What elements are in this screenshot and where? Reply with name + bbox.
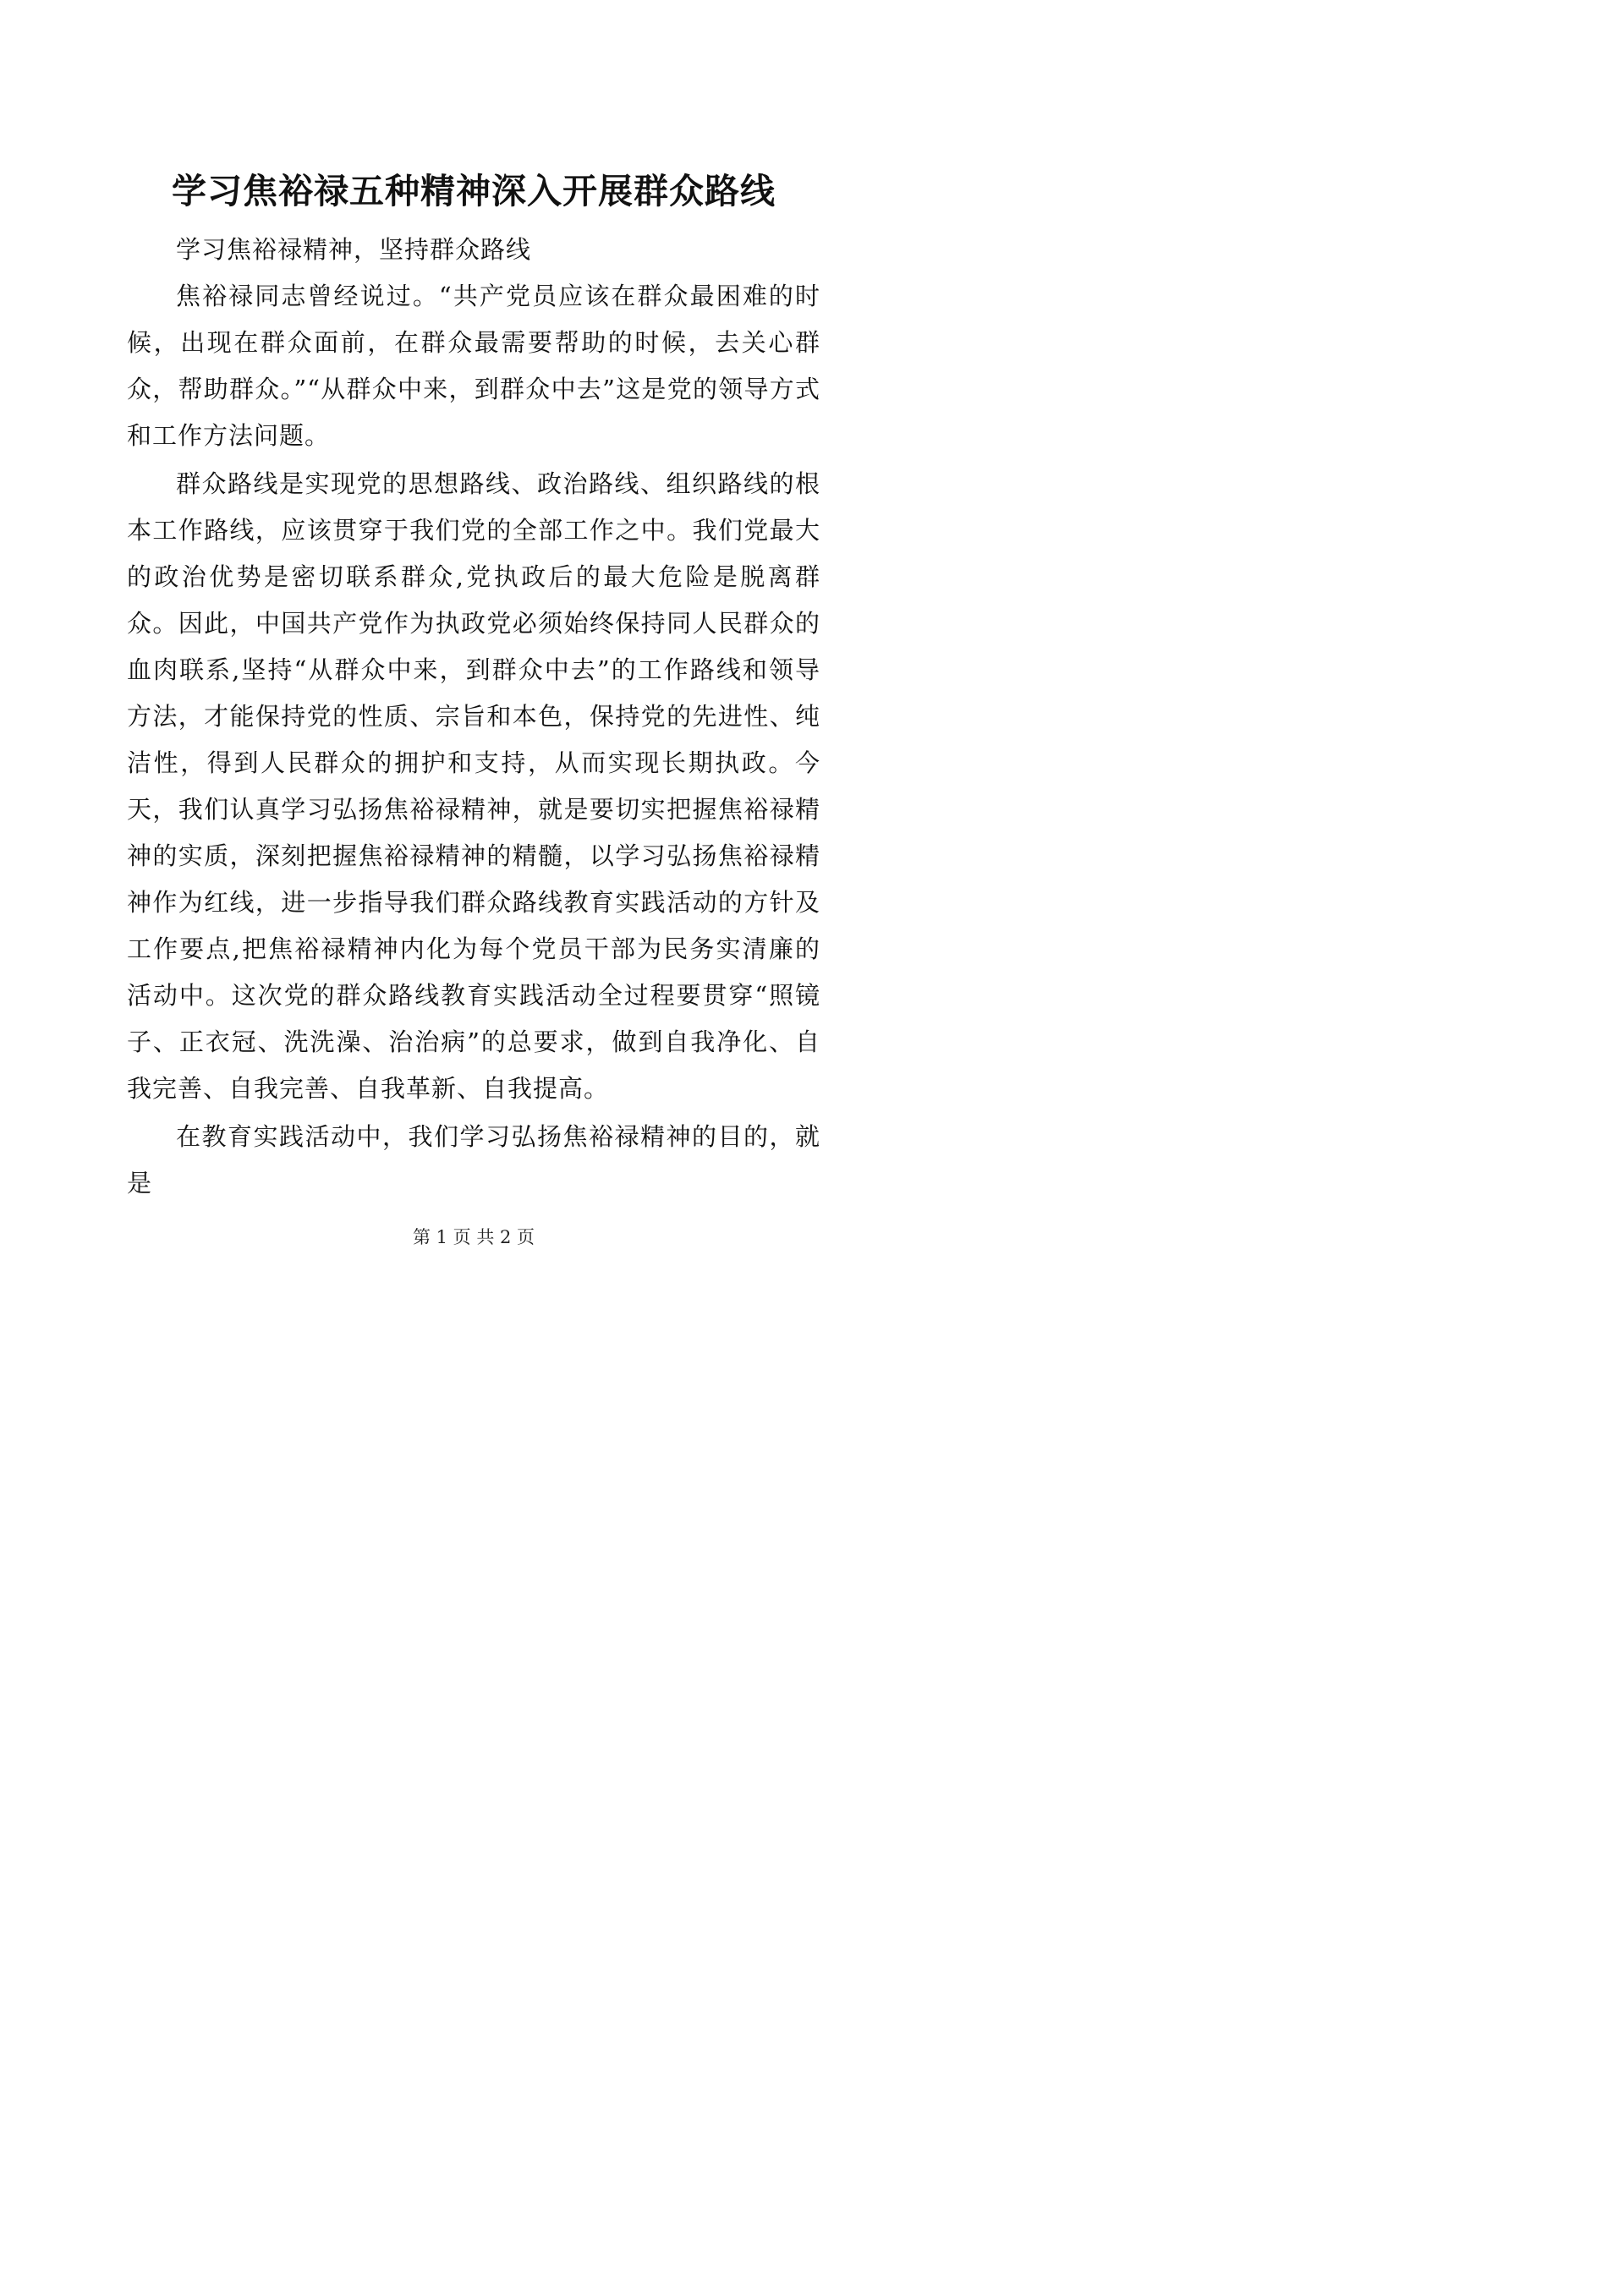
body-paragraph: 在教育实践活动中，我们学习弘扬焦裕禄精神的目的，就是 (127, 1122, 820, 1197)
document-page (0, 0, 947, 1339)
page-number-footer: 第 1 页 共 2 页 (412, 1227, 535, 1247)
body-paragraph: 群众路线是实现党的思想路线、政治路线、组织路线的根本工作路线，应该贯穿于我们党的全部工作之中。我们党最大的政治优势是密切联系群众,党执政后的最大危险是脱离群众。因此，中国共产党作为执政党必须始终保持同人民群众的血肉联系,坚持“从群众中来，到群众中去”的工作路线和领导方法，才能保持党的性质、宗旨和本色，保持党的先进性、纯洁性，得到人民群众的拥护和支持，从而实现长期执政。今天，我们认真学习弘扬焦裕禄精神，就是要切实把握焦裕禄精神的实质，深刻把握焦裕禄精神的精髓，以学习弘扬焦裕禄精神作为红线，进一步指导我们群众路线教育实践活动的方针及工作要点,把焦裕禄精神内化为每个党员干部为民务实清廉的活动中。这次党的群众路线教育实践活动全过程要贯穿“照镜子、正衣冠、洗洗澡、治治病”的总要求，做到自我净化、自我完善、自我完善、自我革新、自我提高。 (127, 469, 820, 1103)
document-body (127, 227, 820, 1207)
subtitle-paragraph: 学习焦裕禄精神，坚持群众路线 (176, 235, 532, 264)
document-title: 学习焦裕禄五种精神深入开展群众路线 (172, 171, 776, 211)
body-paragraph: 焦裕禄同志曾经说过。“共产党员应该在群众最困难的时候，出现在群众面前，在群众最需要帮助的时候，去关心群众，帮助群众。”“从群众中来，到群众中去”这是党的领导方式和工作方法问题。 (127, 282, 820, 450)
